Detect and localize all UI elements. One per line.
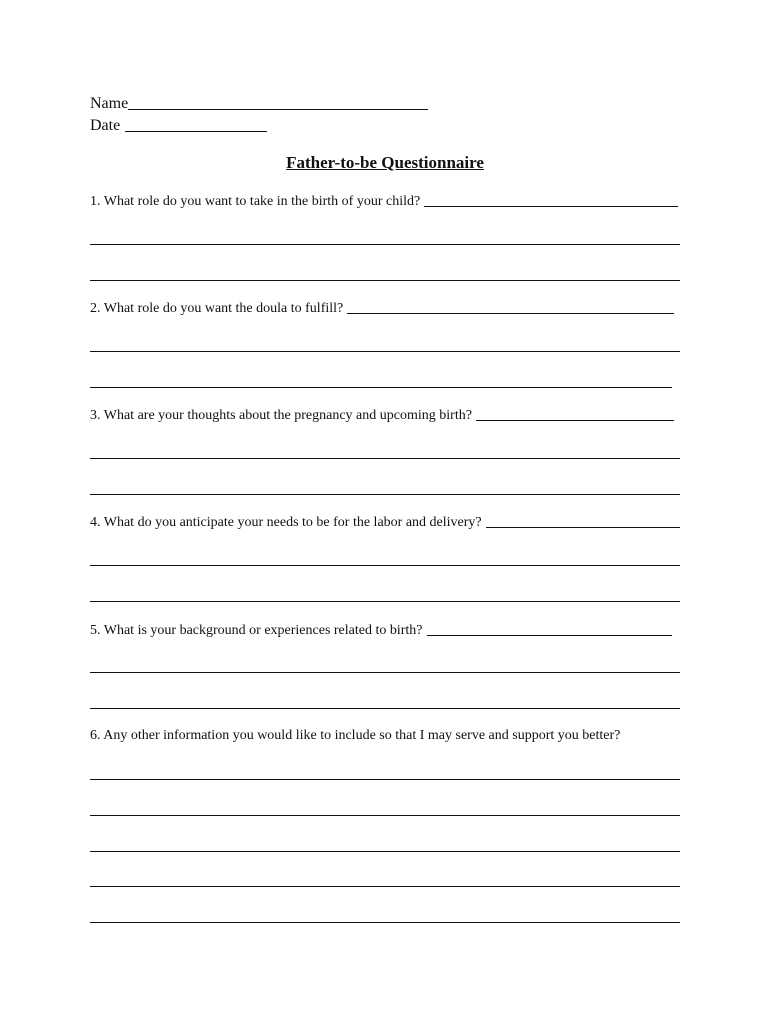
answer-blank[interactable] xyxy=(427,621,672,636)
answer-line[interactable] xyxy=(90,601,680,602)
question-3 xyxy=(90,406,674,424)
answer-line[interactable] xyxy=(90,244,680,245)
answer-line[interactable] xyxy=(90,280,680,281)
answer-line[interactable] xyxy=(90,387,672,388)
date-blank[interactable] xyxy=(125,116,267,132)
answer-blank[interactable] xyxy=(424,192,678,207)
answer-line[interactable] xyxy=(90,886,680,887)
name-label: Name xyxy=(90,95,129,112)
question-3-text: 3. What are your thoughts about the pregnancy and upcoming birth? xyxy=(90,408,472,423)
answer-line[interactable] xyxy=(90,458,680,459)
answer-line[interactable] xyxy=(90,565,680,566)
answer-line[interactable] xyxy=(90,851,680,852)
name-line[interactable] xyxy=(90,94,435,113)
question-4-text: 4. What do you anticipate your needs to be for the labor and delivery? xyxy=(90,515,482,530)
answer-line[interactable] xyxy=(90,494,680,495)
question-5-text: 5. What is your background or experiences related to birth? xyxy=(90,623,423,638)
answer-line[interactable] xyxy=(90,922,680,923)
answer-line[interactable] xyxy=(90,351,680,352)
question-2 xyxy=(90,299,674,317)
answer-blank[interactable] xyxy=(347,299,674,314)
date-label: Date xyxy=(90,117,121,134)
answer-line[interactable] xyxy=(90,672,680,673)
question-1-text: 1. What role do you want to take in the birth of your child? xyxy=(90,194,421,209)
page-title: Father-to-be Questionnaire xyxy=(286,153,484,172)
date-line[interactable] xyxy=(90,116,275,135)
answer-line[interactable] xyxy=(90,708,680,709)
question-6-text: 6. Any other information you would like to include so that I may serve and support you better? xyxy=(90,728,621,743)
answer-line[interactable] xyxy=(90,779,680,780)
question-4 xyxy=(90,513,680,531)
answer-line[interactable] xyxy=(90,815,680,816)
name-blank[interactable] xyxy=(128,94,428,110)
question-1 xyxy=(90,192,678,210)
answer-blank[interactable] xyxy=(486,513,680,528)
question-6 xyxy=(90,728,620,744)
question-2-text: 2. What role do you want the doula to fulfill? xyxy=(90,301,344,316)
question-5 xyxy=(90,621,672,639)
answer-blank[interactable] xyxy=(476,406,674,421)
